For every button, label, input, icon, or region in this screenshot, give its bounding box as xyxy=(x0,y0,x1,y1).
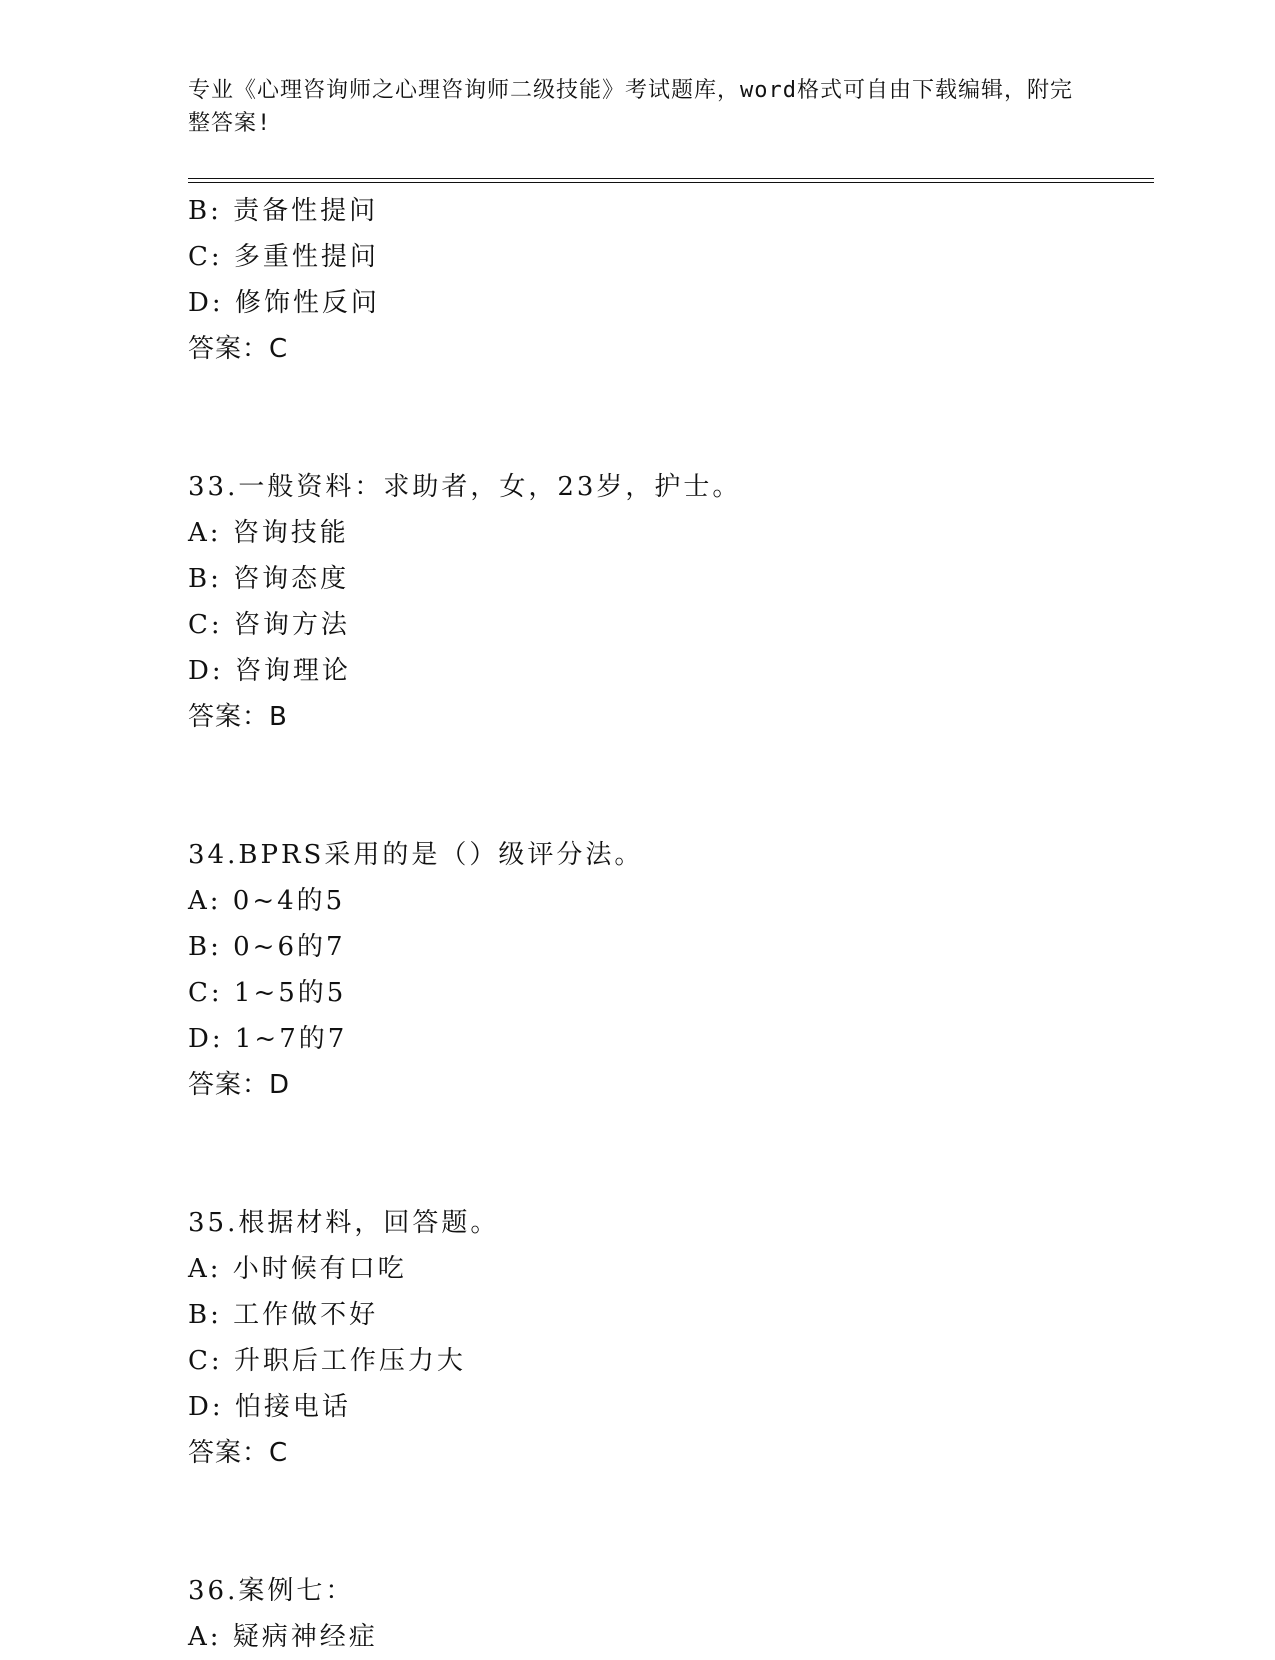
spacer xyxy=(188,1476,1154,1568)
question-34-option-d: D: 1~7的7 xyxy=(188,1024,348,1054)
answer-line: 答案：C xyxy=(188,334,289,364)
question-list xyxy=(188,188,1154,1660)
question-33-option-d: D: 咨询理论 xyxy=(188,656,351,686)
question-33-option-b: B: 咨询态度 xyxy=(188,564,350,594)
question-34-option-b: B: 0~6的7 xyxy=(188,932,346,962)
option-b: B: 责备性提问 xyxy=(188,196,379,226)
option-c: C: 多重性提问 xyxy=(188,242,379,272)
question-35-answer: 答案：C xyxy=(188,1438,289,1468)
spacer xyxy=(188,1108,1154,1200)
document-header: 专业《心理咨询师之心理咨询师二级技能》考试题库，word格式可自由下载编辑，附完整答案! xyxy=(188,78,1073,136)
question-33-answer: 答案：B xyxy=(188,702,288,732)
question-34-option-c: C: 1~5的5 xyxy=(188,978,347,1008)
question-33-stem: 33.一般资料：求助者，女，23岁，护士。 xyxy=(188,472,742,502)
question-35-option-a: A: 小时候有口吃 xyxy=(188,1254,407,1284)
question-33-option-a: A: 咨询技能 xyxy=(188,518,349,548)
spacer xyxy=(188,740,1154,832)
question-36-stem: 36.案例七： xyxy=(188,1576,355,1606)
question-33-option-c: C: 咨询方法 xyxy=(188,610,350,640)
question-35-option-d: D: 怕接电话 xyxy=(188,1392,351,1422)
question-35-option-c: C: 升职后工作压力大 xyxy=(188,1346,466,1376)
question-35-stem: 35.根据材料，回答题。 xyxy=(188,1208,500,1238)
question-34-option-a: A: 0~4的5 xyxy=(188,886,346,916)
header-divider-top xyxy=(188,178,1154,179)
question-34-answer: 答案：D xyxy=(188,1070,291,1100)
spacer xyxy=(188,372,1154,464)
question-35-option-b: B: 工作做不好 xyxy=(188,1300,379,1330)
question-34-stem: 34.BPRS采用的是（）级评分法。 xyxy=(188,840,644,870)
header-divider-bottom xyxy=(188,182,1154,183)
question-36-option-a: A: 疑病神经症 xyxy=(188,1622,378,1652)
option-d: D: 修饰性反问 xyxy=(188,288,380,318)
